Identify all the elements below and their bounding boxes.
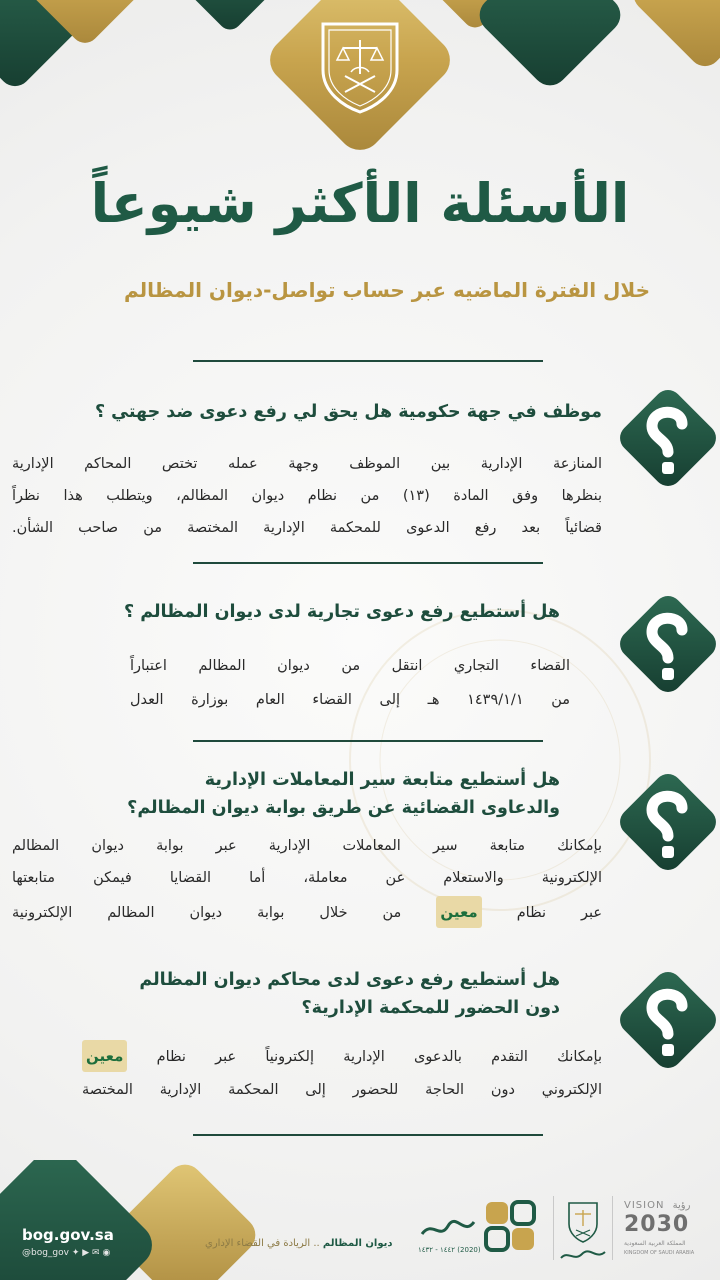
faq-1-question: موظف في جهة حكومية هل يحق لي رفع دعوى ضد جهتي ؟ bbox=[94, 402, 602, 422]
faq-3-answer-line: بإمكانك متابعة سير المعاملات الإدارية عبر بوابة ديوان المظالم bbox=[12, 838, 602, 854]
vision-label bbox=[624, 1200, 690, 1211]
calligraphy-signature-icon bbox=[418, 1214, 478, 1244]
board-of-grievances-emblem-icon bbox=[315, 18, 405, 114]
board-emblem-small-icon bbox=[566, 1200, 600, 1244]
faq-4-question-line: دون الحضور للمحكمة الإدارية؟ bbox=[301, 998, 560, 1018]
question-mark-icon bbox=[608, 584, 720, 704]
faq-3-question bbox=[80, 766, 560, 822]
vision-2030-logo bbox=[620, 1198, 716, 1268]
kingdom-ar: المملكة العربية السعودية bbox=[624, 1240, 686, 1247]
page-subtitle: خلال الفترة الماضيه عبر حساب تواصل-ديوان المظالم bbox=[123, 278, 650, 302]
tagline-bold: ديوان المظالم bbox=[322, 1238, 393, 1249]
answer-text: بإمكانك التقدم بالدعوى الإدارية إلكترونياً عبر نظام bbox=[156, 1049, 603, 1065]
faq-4-answer-line-1 bbox=[82, 1040, 602, 1073]
faq-4-answer-line: الإلكتروني دون الحاجة للحضور إلى المحكمة الإدارية المختصة bbox=[82, 1082, 602, 1098]
page-title: الأسئلة الأكثر شيوعاً bbox=[90, 172, 630, 235]
faq-2-answer-line: القضاء التجاري انتقل من ديوان المظالم اعتباراً bbox=[130, 658, 570, 674]
anniversary-year: (2020) ١٤٤٢ - ١٤٣٢ bbox=[418, 1246, 481, 1254]
masar-logo: معين bbox=[436, 896, 481, 928]
social-handle-text: @bog_gov bbox=[22, 1248, 69, 1258]
faq-3-answer-line-3 bbox=[12, 896, 602, 929]
faq-2-question: هل أستطيع رفع دعوى تجارية لدى ديوان المظالم ؟ bbox=[124, 602, 560, 622]
faq-1-answer-line: قضائياً بعد رفع الدعوى للمحكمة الإدارية المختصة من صاحب الشأن. bbox=[12, 520, 602, 536]
diamond-green-mid bbox=[181, 0, 280, 34]
question-mark-icon bbox=[608, 960, 720, 1080]
separator bbox=[193, 562, 543, 564]
divider bbox=[612, 1196, 613, 1260]
footer-tagline bbox=[205, 1238, 393, 1249]
board-calligraphy-icon bbox=[558, 1246, 608, 1266]
separator bbox=[193, 1134, 543, 1136]
faq-3-question-line: والدعاوى القضائية عن طريق بوابة ديوان المظالم؟ bbox=[127, 798, 560, 818]
faq-4-question-line: هل أستطيع رفع دعوى لدى محاكم ديوان المظالم bbox=[139, 970, 560, 990]
separator bbox=[193, 360, 543, 362]
faq-3-answer-line: الإلكترونية والاستعلام عن معاملة، أما القضايا فيمكن متابعتها bbox=[12, 870, 602, 886]
separator bbox=[193, 740, 543, 742]
faq-3-question-line: هل أستطيع متابعة سير المعاملات الإدارية bbox=[204, 770, 560, 790]
diamond-gold-right bbox=[627, 0, 720, 73]
vision-ar: رؤية bbox=[672, 1200, 691, 1211]
faq-2-answer-line: من ١٤٣٩/١/١ هـ إلى القضاء العام بوزارة العدل bbox=[130, 692, 570, 708]
question-mark-icon bbox=[608, 762, 720, 882]
answer-text: عبر نظام bbox=[516, 905, 603, 921]
faq-1-answer-line: المنازعة الإدارية بين الموظف وجهة عمله تختص المحاكم الإدارية bbox=[12, 456, 602, 472]
question-mark-icon bbox=[608, 378, 720, 498]
social-handle bbox=[22, 1248, 110, 1258]
kingdom-en: KINGDOM OF SAUDI ARABIA bbox=[624, 1250, 695, 1256]
divider bbox=[553, 1196, 554, 1260]
masar-logo: معين bbox=[82, 1040, 127, 1072]
diamond-green-right bbox=[472, 0, 628, 93]
anniversary-logo-icon bbox=[480, 1196, 540, 1256]
faq-4-question bbox=[60, 966, 560, 1022]
answer-text: من خلال بوابة ديوان المظالم الإلكترونية bbox=[12, 905, 402, 921]
website-url[interactable]: bog.gov.sa bbox=[22, 1226, 114, 1244]
vision-year: 2030 bbox=[624, 1212, 690, 1237]
tagline-rest: .. الريادة في القضاء الإداري bbox=[205, 1238, 320, 1249]
faq-1-answer-line: بنظرها وفق المادة (١٣) من نظام ديوان المظالم، ويتطلب هذا نظراً bbox=[12, 488, 602, 504]
vision-en: VISION bbox=[624, 1200, 665, 1211]
social-icons: ✦ ▶ ✉ ◉ bbox=[71, 1248, 111, 1258]
